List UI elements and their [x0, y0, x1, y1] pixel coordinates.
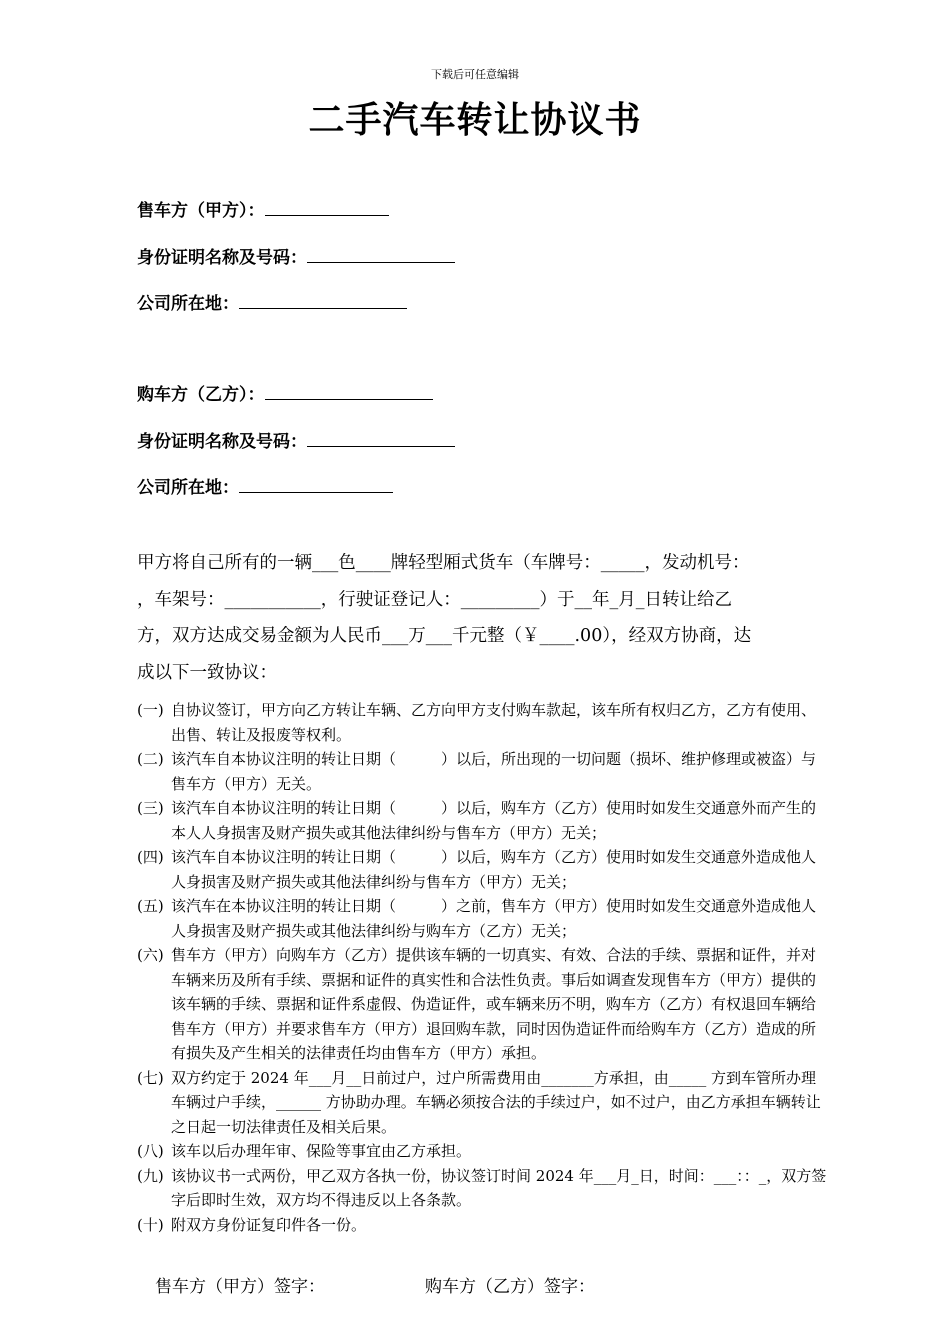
term-item — [137, 698, 827, 747]
intro-line: 甲方将自己所有的一辆___色____牌轻型厢式货车（车牌号：_____，发动机号： — [137, 553, 750, 573]
signature-line — [155, 1272, 595, 1297]
term-item — [137, 796, 827, 845]
term-text: 附双方身份证复印件各一份。 — [171, 1215, 367, 1234]
seller-address-label: 公司所在地： — [137, 294, 239, 314]
term-item — [137, 894, 827, 943]
term-item — [137, 747, 827, 796]
buyer-party-label: 购车方（乙方）： — [137, 385, 265, 405]
term-text: 该汽车自本协议注明的转让日期（ ）以后，购车方（乙方）使用时如发生交通意外而产生的本人人身损害及财产损失或其他法律纠纷与售车方（甲方）无关； — [171, 799, 817, 842]
seller-id-blank — [307, 246, 455, 263]
seller-id-field — [137, 243, 455, 268]
buyer-id-blank — [307, 430, 455, 447]
term-number: (四) — [137, 848, 164, 866]
seller-party-field — [137, 196, 389, 221]
header-note: 下载后可任意编辑 — [431, 68, 519, 81]
buyer-signature-label: 购车方（乙方）签字： — [425, 1277, 595, 1297]
seller-signature-label: 售车方（甲方）签字： — [155, 1277, 325, 1297]
term-item — [137, 1213, 827, 1238]
buyer-party-field — [137, 380, 433, 405]
term-text: 双方约定于 2024 年___月__日前过户，过户所需费用由_______方承担，由_____ 方到车管所办理车辆过户手续，______ 方协助办理。车辆必须按合法的手续过户，如不过户，由乙方承担车辆转让之日起一切法律责任及相关后果。 — [171, 1068, 821, 1136]
term-text: 该汽车自本协议注明的转让日期（ ）以后，所出现的一切问题（损坏、维护修理或被盗）与售车方（甲方）无关。 — [171, 750, 817, 793]
buyer-party-blank — [265, 383, 433, 400]
term-text: 该车以后办理年审、保险等事宜由乙方承担。 — [171, 1142, 472, 1160]
term-item — [137, 1139, 827, 1164]
term-number: (九) — [137, 1166, 164, 1185]
intro-line: 成以下一致协议： — [137, 662, 277, 683]
intro-line: 方，双方达成交易金额为人民币___万___千元整（￥____.00），经双方协商，达 — [137, 626, 752, 646]
buyer-address-label: 公司所在地： — [137, 478, 239, 498]
document-title: 二手汽车转让协议书 — [308, 99, 642, 141]
term-text: 该汽车在本协议注明的转让日期（ ）之前，售车方（甲方）使用时如发生交通意外造成他人人身损害及财产损失或其他法律纠纷与购车方（乙方）无关； — [171, 897, 817, 940]
seller-party-label: 售车方（甲方）： — [137, 201, 265, 221]
term-number: (六) — [137, 946, 164, 964]
term-item — [137, 845, 827, 894]
seller-address-field — [137, 289, 407, 314]
intro-paragraph — [137, 545, 817, 691]
term-number: (二) — [137, 750, 164, 768]
term-number: (五) — [137, 897, 164, 915]
term-number: (一) — [137, 701, 164, 719]
terms-list — [137, 698, 827, 1237]
term-text: 售车方（甲方）向购车方（乙方）提供该车辆的一切真实、有效、合法的手续、票据和证件，并对车辆来历及所有手续、票据和证件的真实性和合法性负责。事后如调查发现售车方（甲方）提供的该车辆的手续、票据和证件系虚假、伪造证件，或车辆来历不明，购车方（乙方）有权退回车辆给售车方（甲方）并要求售车方（甲方）退回购车款，同时因伪造证件而给购车方（乙方）造成的所有损失及产生相关的法律责任均由售车方（甲方）承担。 — [171, 946, 817, 1062]
term-text: 自协议签订，甲方向乙方转让车辆、乙方向甲方支付购车款起，该车所有权归乙方，乙方有使用、出售、转让及报废等权利。 — [171, 701, 817, 744]
term-item — [137, 943, 827, 1066]
term-number: (十) — [137, 1215, 164, 1234]
intro-line: ，车架号：___________，行驶证登记人：_________）于__年_月_日转让给乙 — [137, 589, 732, 610]
term-number: (八) — [137, 1142, 164, 1160]
term-item — [137, 1164, 827, 1213]
buyer-id-label: 身份证明名称及号码： — [137, 432, 307, 452]
buyer-address-blank — [239, 476, 393, 493]
seller-id-label: 身份证明名称及号码： — [137, 248, 307, 268]
seller-party-blank — [265, 199, 389, 216]
term-number: (七) — [137, 1068, 164, 1087]
seller-address-blank — [239, 292, 407, 309]
buyer-address-field — [137, 473, 393, 498]
term-number: (三) — [137, 799, 164, 817]
term-item — [137, 1066, 827, 1140]
term-text: 该协议书一式两份，甲乙双方各执一份，协议签订时间 2024 年___月_日，时间：___：：_，双方签字后即时生效，双方均不得违反以上各条款。 — [171, 1166, 827, 1209]
term-text: 该汽车自本协议注明的转让日期（ ）以后，购车方（乙方）使用时如发生交通意外造成他人人身损害及财产损失或其他法律纠纷与售车方（甲方）无关； — [171, 848, 817, 891]
buyer-id-field — [137, 427, 455, 452]
